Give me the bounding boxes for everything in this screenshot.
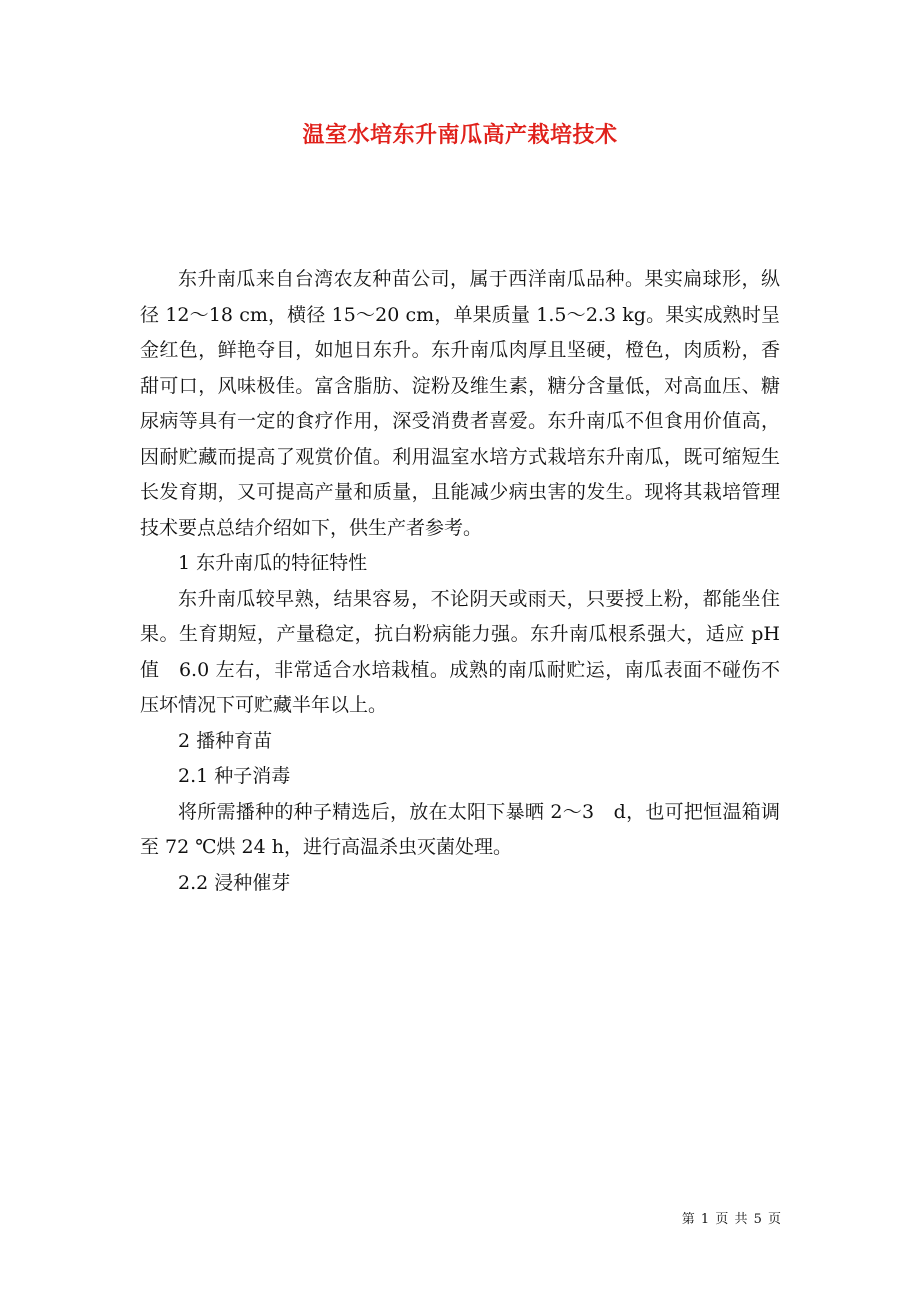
intro-paragraph: 东升南瓜来自台湾农友种苗公司，属于西洋南瓜品种。果实扁球形，纵径 12～18 cm，横径 15～20 cm，单果质量 1.5～2.3 kg。果实成熟时呈金红色，鲜艳夺目，如旭日东升。东升南瓜肉厚且坚硬，橙色，肉质粉，香甜可口，风味极佳。富含脂肪、淀粉及维生素，糖分含量低，对高血压、糖尿病等具有一定的食疗作用，深受消费者喜爱。东升南瓜不但食用价值高，因耐贮藏而提高了观赏价值。利用温室水培方式栽培东升南瓜，既可缩短生长发育期，又可提高产量和质量，且能减少病虫害的发生。现将其栽培管理技术要点总结介绍如下，供生产者参考。 [140,268,780,539]
document-body [140,262,780,901]
document-title: 温室水培东升南瓜高产栽培技术 [302,122,618,148]
section-heading-1: 1 东升南瓜的特征特性 [178,552,368,574]
subsection-heading-2-1: 2.1 种子消毒 [178,765,291,787]
subsection-2-1-paragraph: 将所需播种的种子精选后，放在太阳下暴晒 2～3 d，也可把恒温箱调至 72 ℃烘 24 h，进行高温杀虫灭菌处理。 [140,800,780,858]
subsection-heading-2-2: 2.2 浸种催芽 [178,871,291,894]
page-number: 第 1 页 共 5 页 [681,1212,782,1227]
section-heading-2: 2 播种育苗 [178,729,273,752]
section-1-paragraph: 东升南瓜较早熟，结果容易，不论阴天或雨天，只要授上粉，都能坐住果。生育期短，产量稳定，抗白粉病能力强。东升南瓜根系强大，适应 pH 值 6.0 左右，非常适合水培栽植。成熟的南瓜耐贮运，南瓜表面不碰伤不压坏情况下可贮藏半年以上。 [140,587,780,716]
